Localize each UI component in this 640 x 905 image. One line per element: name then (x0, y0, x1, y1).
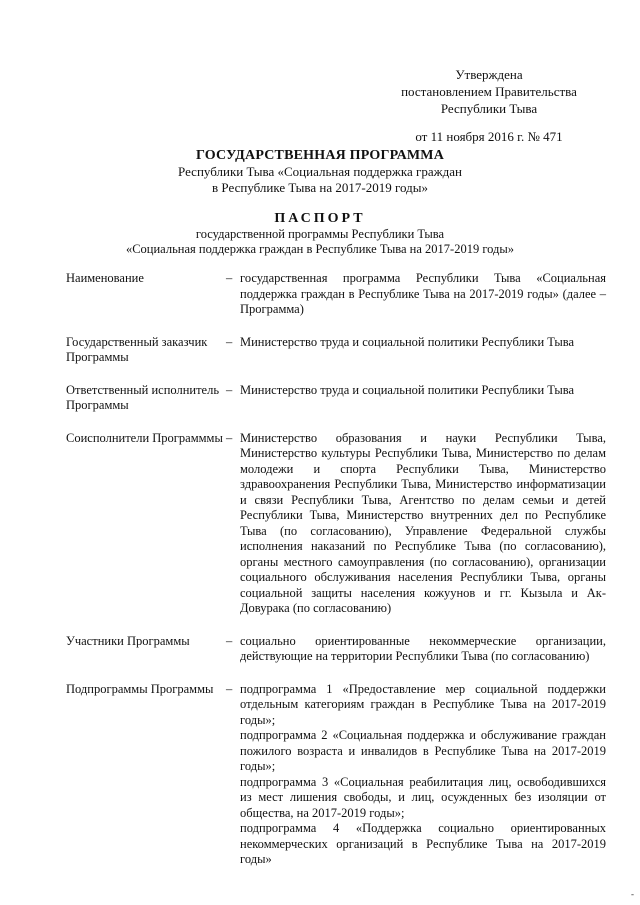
row-label-executor: Ответственный исполнитель Программы (66, 382, 220, 412)
program-subtitle-2: в Республике Тыва на 2017-2019 годы» (212, 180, 428, 195)
row-text: Министерство труда и социальной политики Республики Тыва (240, 334, 575, 349)
row-text: Министерство труда и социальной политики Республики Тыва (240, 382, 575, 397)
passport-table (66, 271, 606, 868)
row-dash: – (226, 430, 233, 445)
row-value (240, 383, 606, 414)
passport-line-1: государственной программы Республики Тыва (195, 227, 445, 241)
subprogram-3-text: подпрограмма 3 «Социальная реабилитация лиц, освободившихся из мест лишения свободы, и лиц, осужденных без изоляции от общества, на 2017-2019 годы»; (240, 774, 606, 820)
table-row (66, 634, 606, 665)
row-value (240, 634, 606, 665)
row-label-subprograms: Подпрограммы Программы (66, 681, 214, 696)
approval-line-3: Республики Тыва (440, 101, 538, 116)
row-text: государственная программа Республики Тыва «Социальная поддержка граждан в Республике Тыва на 2017-2019 годы» (далее – Программа) (240, 271, 606, 316)
program-title-block (0, 148, 640, 196)
row-label-coexecutors: Соисполнители Программмы (66, 430, 223, 445)
row-label-participants: Участники Программы (66, 633, 190, 648)
row-dash: – (226, 633, 233, 648)
approval-date: от 11 ноября 2016 г. № 471 (415, 129, 563, 144)
table-row (66, 383, 606, 414)
row-dash: – (226, 382, 233, 397)
row-dash: – (226, 681, 233, 696)
row-text: социально ориентированные некоммерческие организации, действующие на территории Республики Тыва (по согласованию) (240, 633, 606, 663)
row-dash: – (226, 271, 233, 285)
row-label-name: Наименование (66, 271, 144, 285)
subprogram-1-text: подпрограмма 1 «Предоставление мер социальной поддержки отдельным категориям граждан в Республике Тыва на 2017-2019 годы»; (240, 681, 606, 727)
row-text: Министерство образования и науки Республики Тыва, Министерство культуры Республики Тыва, Министерство по делам молодежи и спорта Республики Тыва, Министерство здравоохранения Республики Тыва, Министерство информатизации и связи Республики Тыва, Агентство по делам семьи и детей Республики Тыва, Министерство внутренних дел по Республике Тыва (по согласованию), Управление Федеральной службы исполнения наказаний по Республике Тыва (по согласованию), органы местного самоуправления (по согласованию), организации социального обслуживания населения Республики Тыва, органы социальной защиты населения кожуунов и гг. Кызыла и Ак-Довурака (по согласованию) (240, 430, 606, 615)
subprogram-4-text: подпрограмма 4 «Поддержка социально ориентированных некоммерческих организаций в Республике Тыва на 2017-2019 годы» (240, 821, 606, 866)
table-row (66, 682, 606, 868)
corner-mark: - (631, 889, 634, 899)
row-value (240, 431, 606, 617)
program-title: ГОСУДАРСТВЕННАЯ ПРОГРАММА (195, 148, 445, 163)
approval-stamp (374, 66, 604, 145)
table-row (66, 431, 606, 617)
passport-heading: ПАСПОРТ (274, 211, 366, 226)
approval-line-2: постановлением Правительства (401, 84, 577, 99)
subprogram-2-text: подпрограмма 2 «Социальная поддержка и обслуживание граждан пожилого возраста и инвалидов в Республике Тыва на 2017-2019 годы»; (240, 728, 606, 773)
table-row (66, 335, 606, 366)
passport-line-2: «Социальная поддержка граждан в Республике Тыва на 2017-2019 годы» (125, 242, 515, 256)
row-dash: – (226, 334, 233, 349)
approval-line-1: Утверждена (455, 67, 523, 82)
row-value (240, 271, 606, 318)
table-row (66, 271, 606, 318)
row-value (240, 335, 606, 366)
row-label-customer: Государственный заказчик Программы (66, 334, 208, 364)
program-subtitle-1: Республики Тыва «Социальная поддержка граждан (178, 164, 462, 179)
passport-title-block (0, 211, 640, 257)
row-value (240, 682, 606, 868)
